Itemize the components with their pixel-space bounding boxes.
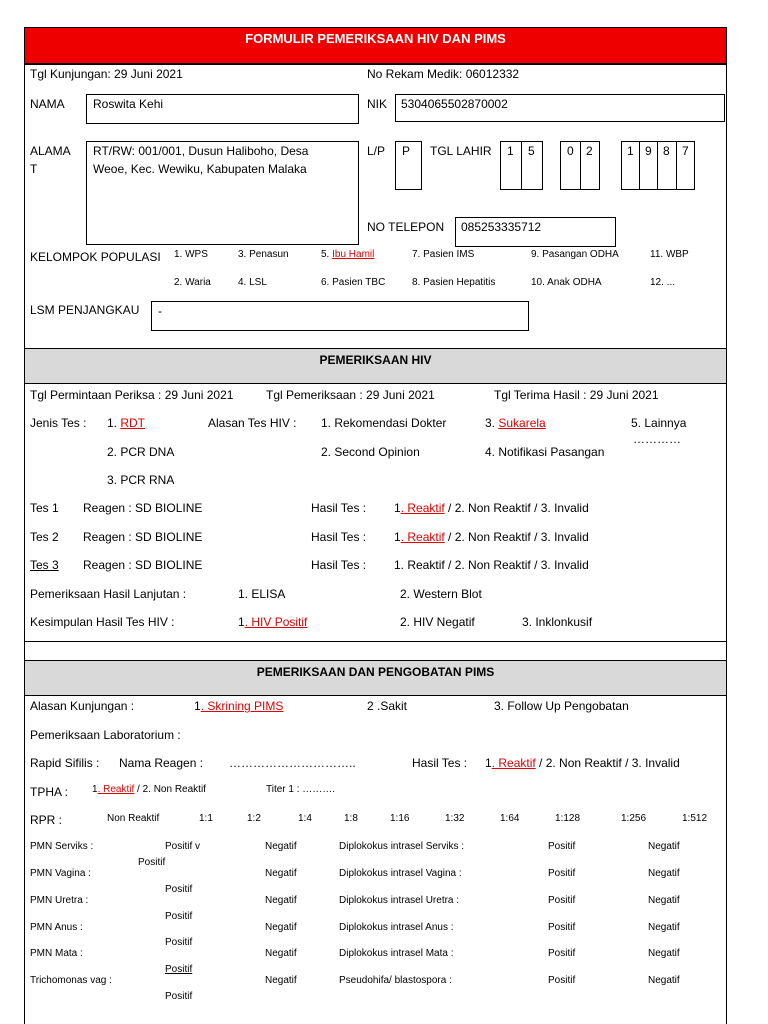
jenis-tes-option[interactable]: 2. PCR DNA xyxy=(107,445,175,459)
pims-section-title: PEMERIKSAAN DAN PENGOBATAN PIMS xyxy=(256,665,495,679)
diplokokus-label: Diplokokus intrasel Vagina : xyxy=(339,868,462,879)
rpr-option[interactable]: 1:32 xyxy=(445,813,465,824)
tgl-lahir-digit: 1 xyxy=(627,144,634,158)
kelompok-option[interactable]: 9. Pasangan ODHA xyxy=(531,249,619,260)
tgl-lahir-digit: 0 xyxy=(567,144,574,158)
tgl-lahir-digit: 7 xyxy=(682,144,689,158)
jenis-tes-option-selected[interactable] xyxy=(107,416,145,430)
pseudohifa-positif[interactable]: Positif xyxy=(548,975,576,986)
lanjutan-option[interactable]: 1. ELISA xyxy=(238,587,286,601)
option-selected-value: . Skrining PIMS xyxy=(200,699,284,713)
nama-reagen-label: Nama Reagen : xyxy=(119,756,204,770)
jenis-tes-label: Jenis Tes : xyxy=(30,416,87,430)
tes-label: Tes 1 xyxy=(30,501,59,515)
tes-reagen: Reagen : SD BIOLINE xyxy=(83,530,203,544)
kelompok-option[interactable]: 3. Penasun xyxy=(238,249,289,260)
pmn-positif[interactable]: Positif xyxy=(165,911,193,922)
diplokokus-positif[interactable]: Positif xyxy=(548,948,576,959)
diplokokus-positif[interactable]: Positif xyxy=(548,868,576,879)
alasan-tes-option[interactable]: 5. Lainnya xyxy=(631,416,687,430)
tgl-terima-hasil: Tgl Terima Hasil : 29 Juni 2021 xyxy=(494,388,659,402)
lab-label: Pemeriksaan Laboratorium : xyxy=(30,728,181,742)
lsm-value: - xyxy=(158,304,162,318)
rpr-option[interactable]: 1:512 xyxy=(682,813,708,824)
form-title: FORMULIR PEMERIKSAAN HIV DAN PIMS xyxy=(245,31,506,46)
tpha-label: TPHA : xyxy=(30,785,69,799)
alasan-kunjungan-option[interactable]: 3. Follow Up Pengobatan xyxy=(494,699,629,713)
nik-value: 5304065502870002 xyxy=(401,97,508,111)
rpr-option[interactable]: 1:8 xyxy=(344,813,358,824)
kelompok-option[interactable]: 6. Pasien TBC xyxy=(321,277,386,288)
diplokokus-negatif[interactable]: Negatif xyxy=(648,948,680,959)
nama-value: Roswita Kehi xyxy=(93,97,164,111)
titer[interactable]: Titer 1 : ………. xyxy=(266,784,336,795)
no-telepon-value: 085253335712 xyxy=(461,220,542,234)
diplokokus-label: Diplokokus intrasel Anus : xyxy=(339,922,454,933)
lp-value: P xyxy=(402,144,411,158)
option-selected-value: . HIV Positif xyxy=(244,615,308,629)
rpr-option[interactable]: 1:128 xyxy=(555,813,581,824)
option-prefix: 1 xyxy=(485,756,492,770)
pmn-positif[interactable]: Positif xyxy=(165,884,193,895)
rpr-option[interactable]: 1:2 xyxy=(247,813,261,824)
diplokokus-label: Diplokokus intrasel Serviks : xyxy=(339,841,465,852)
option-selected-value: Ibu Hamil xyxy=(332,249,375,260)
tgl-lahir-digit: 1 xyxy=(507,144,514,158)
pmn-positif[interactable]: Positif xyxy=(138,857,166,868)
diplokokus-negatif[interactable]: Negatif xyxy=(648,868,680,879)
option-prefix: 5. xyxy=(321,249,333,260)
lsm-field[interactable] xyxy=(151,301,529,331)
alasan-kunjungan-option-selected[interactable] xyxy=(194,699,283,713)
rpr-label: RPR : xyxy=(30,813,63,827)
pmn-positif[interactable]: Positif v xyxy=(165,841,201,852)
tes-hasil-options[interactable] xyxy=(394,530,589,544)
alasan-tes-option[interactable]: 1. Rekomendasi Dokter xyxy=(321,416,447,430)
rpr-option[interactable]: 1:256 xyxy=(621,813,647,824)
rpr-option[interactable]: 1:64 xyxy=(500,813,520,824)
option-selected-value: . Reaktif xyxy=(400,501,445,515)
option-selected-value: . Reaktif xyxy=(97,784,135,795)
alamat-line1: RT/RW: 001/001, Dusun Haliboho, Desa xyxy=(93,144,309,158)
nama-label: NAMA xyxy=(30,97,65,111)
alamat-label-2: T xyxy=(30,162,38,176)
pmn-negatif[interactable]: Negatif xyxy=(265,975,297,986)
rpr-option[interactable]: 1:1 xyxy=(199,813,213,824)
tgl-lahir-label: TGL LAHIR xyxy=(430,144,492,158)
kelompok-option[interactable]: 2. Waria xyxy=(174,277,211,288)
hiv-section-title: PEMERIKSAAN HIV xyxy=(319,353,432,367)
option-prefix: 1 xyxy=(394,501,401,515)
pmn-label: PMN Uretra : xyxy=(30,895,89,906)
pmn-negatif[interactable]: Negatif xyxy=(265,841,297,852)
diplokokus-negatif[interactable]: Negatif xyxy=(648,895,680,906)
kelompok-option[interactable]: 4. LSL xyxy=(238,277,267,288)
pmn-negatif[interactable]: Negatif xyxy=(265,895,297,906)
alasan-kunjungan-option[interactable]: 2 .Sakit xyxy=(367,699,408,713)
alasan-kunjungan-label: Alasan Kunjungan : xyxy=(30,699,135,713)
kelompok-option[interactable]: 8. Pasien Hepatitis xyxy=(412,277,496,288)
lanjutan-option[interactable]: 2. Western Blot xyxy=(400,587,482,601)
pmn-positif[interactable]: Positif xyxy=(165,964,193,975)
rapid-sifilis-label: Rapid Sifilis : xyxy=(30,756,100,770)
alasan-tes-option[interactable]: 4. Notifikasi Pasangan xyxy=(485,445,605,459)
pmn-label: PMN Mata : xyxy=(30,948,83,959)
option-prefix: 1 xyxy=(238,615,245,629)
lp-label: L/P xyxy=(367,144,386,158)
kelompok-label: KELOMPOK POPULASI xyxy=(30,250,161,264)
tpha-options[interactable] xyxy=(92,784,206,795)
kelompok-option[interactable]: 1. WPS xyxy=(174,249,208,260)
rpr-option[interactable]: 1:4 xyxy=(298,813,312,824)
option-selected-value: . Reaktif xyxy=(400,530,445,544)
tes-label: Tes 3 xyxy=(30,558,59,572)
tes-reagen: Reagen : SD BIOLINE xyxy=(83,558,203,572)
pmn-negatif[interactable]: Negatif xyxy=(265,868,297,879)
option-prefix: 1. Reaktif xyxy=(394,558,445,572)
tes-hasil-options[interactable] xyxy=(394,501,589,515)
rapid-hasil-label: Hasil Tes : xyxy=(412,756,468,770)
diplokokus-negatif[interactable]: Negatif xyxy=(648,841,680,852)
pseudohifa-negatif[interactable]: Negatif xyxy=(648,975,680,986)
diplokokus-label: Diplokokus intrasel Uretra : xyxy=(339,895,460,906)
diplokokus-positif[interactable]: Positif xyxy=(548,922,576,933)
option-selected-value: RDT xyxy=(120,416,146,430)
nama-reagen-dots[interactable]: ………………………….. xyxy=(229,756,356,770)
kelompok-option[interactable]: 10. Anak ODHA xyxy=(531,277,602,288)
alasan-lainnya-dots: ………… xyxy=(633,432,681,446)
pmn-label: PMN Vagina : xyxy=(30,868,91,879)
rpr-option[interactable]: Non Reaktif xyxy=(107,813,160,824)
alamat-line2: Weoe, Kec. Wewiku, Kabupaten Malaka xyxy=(93,162,307,176)
kesimpulan-option[interactable]: 3. Inklonkusif xyxy=(522,615,593,629)
tgl-lahir-digit: 8 xyxy=(663,144,670,158)
option-selected-value: . Reaktif xyxy=(491,756,536,770)
option-rest: / 2. Non Reaktif xyxy=(134,784,206,795)
diplokokus-label: Diplokokus intrasel Mata : xyxy=(339,948,454,959)
tgl-kunjungan: Tgl Kunjungan: 29 Juni 2021 xyxy=(30,67,183,81)
kelompok-option-selected-text xyxy=(321,249,374,260)
tgl-permintaan: Tgl Permintaan Periksa : 29 Juni 2021 xyxy=(30,388,234,402)
diplokokus-positif[interactable]: Positif xyxy=(548,895,576,906)
option-selected-value: Sukarela xyxy=(498,416,546,430)
alasan-tes-option[interactable]: 2. Second Opinion xyxy=(321,445,420,459)
pmn-label: Trichomonas vag : xyxy=(30,975,112,986)
option-rest: / 2. Non Reaktif / 3. Invalid xyxy=(444,501,589,515)
option-rest: / 2. Non Reaktif / 3. Invalid xyxy=(535,756,680,770)
kelompok-option[interactable]: 11. WBP xyxy=(650,249,689,260)
kesimpulan-option-selected[interactable] xyxy=(238,615,307,629)
hiv-section-header xyxy=(25,348,726,384)
tgl-lahir-digit: 5 xyxy=(528,144,535,158)
jenis-tes-option[interactable]: 3. PCR RNA xyxy=(107,473,175,487)
tgl-lahir-digit: 2 xyxy=(586,144,593,158)
kesimpulan-label: Kesimpulan Hasil Tes HIV : xyxy=(30,615,175,629)
pmn-negatif[interactable]: Negatif xyxy=(265,922,297,933)
tes-hasil-label: Hasil Tes : xyxy=(311,558,367,572)
tes-label: Tes 2 xyxy=(30,530,59,544)
nik-label: NIK xyxy=(367,97,388,111)
option-rest: / 2. Non Reaktif / 3. Invalid xyxy=(444,558,589,572)
form-header xyxy=(24,27,727,64)
kelompok-option[interactable]: 7. Pasien IMS xyxy=(412,249,475,260)
pmn-positif[interactable]: Positif xyxy=(165,991,193,1002)
alasan-tes-option-selected[interactable] xyxy=(485,416,546,430)
rpr-option[interactable]: 1:16 xyxy=(390,813,410,824)
pims-section-header xyxy=(25,660,726,696)
lanjutan-label: Pemeriksaan Hasil Lanjutan : xyxy=(30,587,187,601)
tgl-pemeriksaan: Tgl Pemeriksaan : 29 Juni 2021 xyxy=(266,388,435,402)
pmn-label: PMN Serviks : xyxy=(30,841,94,852)
rapid-hasil-options[interactable] xyxy=(485,756,680,770)
option-prefix: 3. xyxy=(485,416,499,430)
tes-reagen: Reagen : SD BIOLINE xyxy=(83,501,203,515)
pmn-negatif[interactable]: Negatif xyxy=(265,948,297,959)
alasan-tes-label: Alasan Tes HIV : xyxy=(208,416,297,430)
tes-hasil-label: Hasil Tes : xyxy=(311,530,367,544)
no-telepon-label: NO TELEPON xyxy=(367,220,445,234)
option-prefix: 1 xyxy=(194,699,201,713)
tes-hasil-options[interactable] xyxy=(394,558,589,572)
kesimpulan-option[interactable]: 2. HIV Negatif xyxy=(400,615,475,629)
option-prefix: 1 xyxy=(92,784,98,795)
lsm-label: LSM PENJANGKAU xyxy=(30,303,140,317)
kelompok-option[interactable]: 12. ... xyxy=(650,277,676,288)
diplokokus-positif[interactable]: Positif xyxy=(548,841,576,852)
tes-hasil-label: Hasil Tes : xyxy=(311,501,367,515)
pseudohifa-label: Pseudohifa/ blastospora : xyxy=(339,975,452,986)
alamat-label: ALAMA xyxy=(30,144,71,158)
option-prefix: 1. xyxy=(107,416,121,430)
pmn-positif[interactable]: Positif xyxy=(165,937,193,948)
no-rekam-medik: No Rekam Medik: 06012332 xyxy=(367,67,520,81)
tgl-lahir-digit: 9 xyxy=(645,144,652,158)
pmn-label: PMN Anus : xyxy=(30,922,83,933)
option-prefix: 1 xyxy=(394,530,401,544)
kelompok-option-selected[interactable] xyxy=(321,249,374,260)
option-rest: / 2. Non Reaktif / 3. Invalid xyxy=(444,530,589,544)
diplokokus-negatif[interactable]: Negatif xyxy=(648,922,680,933)
